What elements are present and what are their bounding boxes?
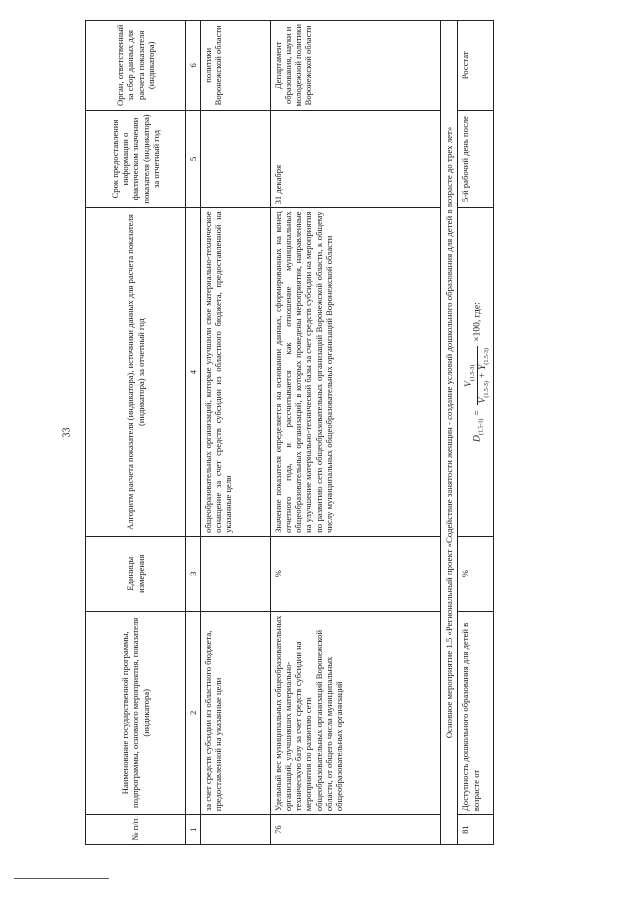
row-body: Росстат — [458, 21, 494, 111]
row-body: Департамент образования, науки и молодежной политики Воронежской области — [271, 21, 441, 111]
table-row — [458, 21, 494, 845]
col-number: 4 — [186, 208, 201, 537]
row-deadline: 5-й рабочий день после — [458, 110, 494, 208]
col-number: 1 — [186, 815, 201, 845]
table-row — [271, 21, 441, 845]
header-unit: Единицы измерения — [86, 536, 186, 611]
header-row — [86, 21, 186, 845]
row-unit — [201, 536, 271, 611]
row-algorithm — [458, 208, 494, 537]
col-number: 2 — [186, 611, 201, 815]
header-algorithm: Алгоритм расчета показателя (индикатора), источники данных для расчета показателя (индикатора) за отчетный год — [86, 208, 186, 537]
header-deadline: Срок предоставления информации о фактическом значении показателя (индикатора) за отчетный год — [86, 110, 186, 208]
scan-edge-line — [14, 878, 109, 879]
table-row — [201, 21, 271, 845]
row-algorithm: общеобразовательных организаций, которые улучшили свое материально-техническое оснащение за счет средств субсидии из областного бюджета, предоставленной на указанные цели — [201, 208, 271, 537]
formula-fraction: $V_{(1.5-3)}$ $V_{(1.5-3)} + Y_{(1.5-3)}$ — [464, 348, 491, 404]
formula: $D_{(1.5-3)}$ = $V_{(1.5-3)}$ $V_{(1.5-3)} + Y_{(1.5-3)}$ ×100, где: — [464, 302, 491, 442]
row-deadline — [201, 110, 271, 208]
row-deadline: 31 декабря — [271, 110, 441, 208]
rotated-table-page — [85, 20, 572, 845]
row-unit: % — [458, 536, 494, 611]
col-number: 5 — [186, 110, 201, 208]
indicator-table — [85, 20, 494, 845]
row-num — [201, 815, 271, 845]
page-number: 33 — [61, 427, 73, 438]
header-num: № п/п — [86, 815, 186, 845]
row-body: политики Воронежской области — [201, 21, 271, 111]
row-name: Доступность дошкольного образования для детей в возрасте от — [458, 611, 494, 815]
row-unit: % — [271, 536, 441, 611]
row-name: Удельный вес муниципальных общеобразовательных организаций, улучшивших материально-техническую базу за счет средств субсидии на мероприятия по развитию сети общеобразовательных организаций Воронежской области, от общего числа муниципальных общеобразовательных организаций — [271, 611, 441, 815]
row-name: за счет средств субсидии из областного бюджета, предоставленной на указанные цели — [201, 611, 271, 815]
section-row — [441, 21, 458, 845]
header-body: Орган, ответственный за сбор данных для расчета показателя (индикатора) — [86, 21, 186, 111]
row-num: 81 — [458, 815, 494, 845]
col-number: 6 — [186, 21, 201, 111]
column-number-row — [186, 21, 201, 845]
row-num: 76 — [271, 815, 441, 845]
col-number: 3 — [186, 536, 201, 611]
section-title: Основное мероприятие 1.5 «Региональный проект «Содействие занятости женщин - создание условий дошкольного образования для детей в возрасте до трех лет» — [441, 21, 458, 845]
row-algorithm: Значение показателя определяется на основании данных, сформированных на конец отчетного года, и рассчитывается как отношение муниципальных общеобразовательных организаций, в которых проведены мероприятия, направленные на улучшение материально-технической базы за счет средств субсидии на мероприятия по развитию сети общеобразовательных организаций Воронежской области, к общему числу муниципальных общеобразовательных организаций Воронежской области — [271, 208, 441, 537]
header-name: Наименование государственной программы, подпрограммы, основного мероприятия, показателя (индикатора) — [86, 611, 186, 815]
